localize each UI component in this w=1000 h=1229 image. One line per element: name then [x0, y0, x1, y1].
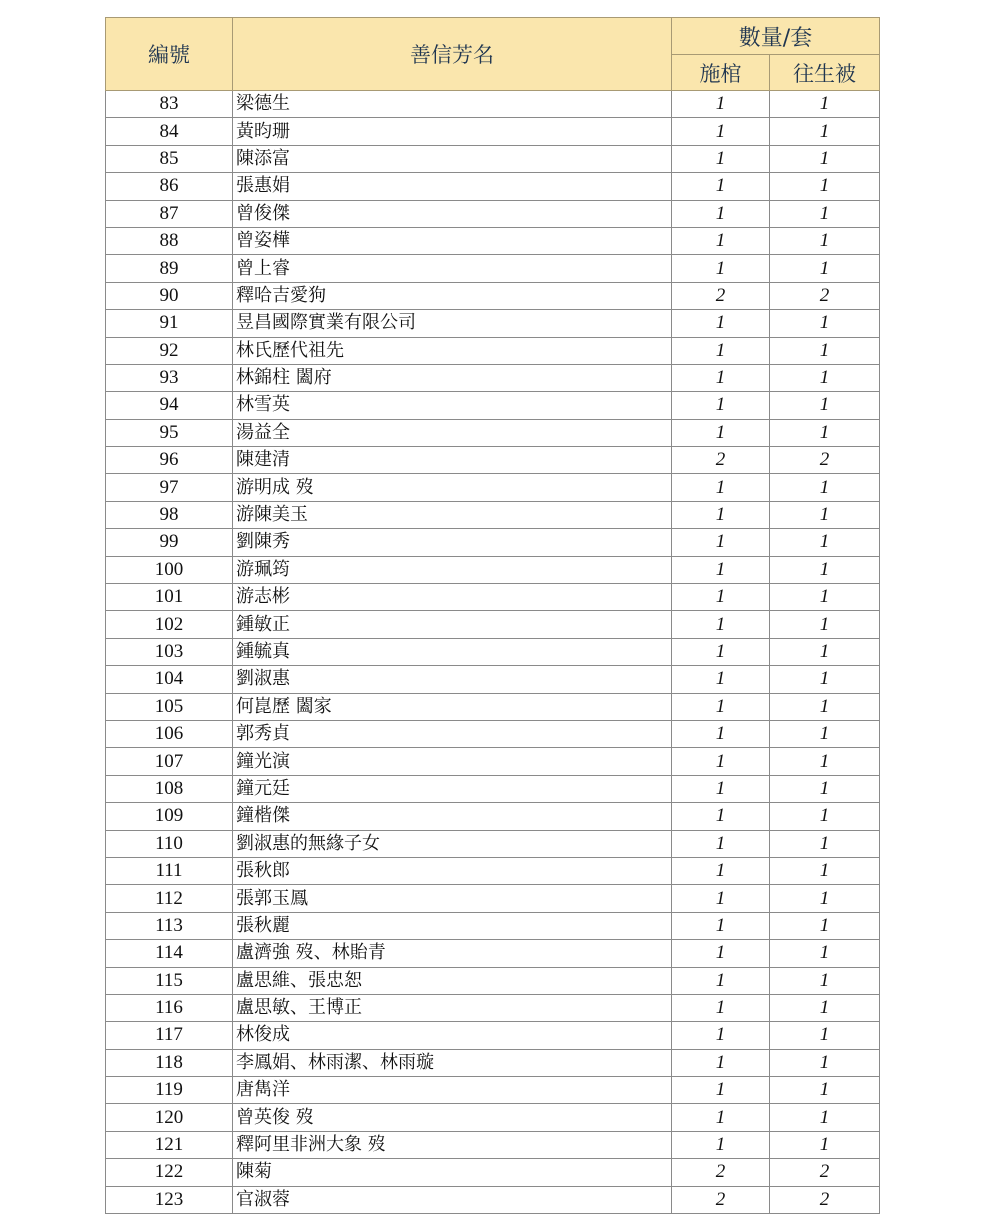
row-id: 106 — [106, 720, 233, 747]
row-coffin-qty: 1 — [672, 584, 770, 611]
row-donor-name: 林氏歷代祖先 — [233, 337, 672, 364]
table-row — [106, 556, 880, 583]
table-row — [106, 1049, 880, 1076]
row-id: 104 — [106, 666, 233, 693]
row-coffin-qty: 2 — [672, 1159, 770, 1186]
row-quilt-qty: 1 — [770, 364, 880, 391]
row-id: 115 — [106, 967, 233, 994]
row-coffin-qty: 1 — [672, 529, 770, 556]
row-coffin-qty: 1 — [672, 364, 770, 391]
row-coffin-qty: 1 — [672, 912, 770, 939]
row-donor-name: 陳菊 — [233, 1159, 672, 1186]
table-row — [106, 91, 880, 118]
row-quilt-qty: 1 — [770, 693, 880, 720]
row-donor-name: 鍾毓真 — [233, 638, 672, 665]
row-id: 92 — [106, 337, 233, 364]
row-donor-name: 曾英俊 歿 — [233, 1104, 672, 1131]
row-quilt-qty: 2 — [770, 447, 880, 474]
row-donor-name: 郭秀貞 — [233, 720, 672, 747]
table-row — [106, 118, 880, 145]
table-row — [106, 145, 880, 172]
row-coffin-qty: 1 — [672, 227, 770, 254]
row-donor-name: 釋哈吉愛狗 — [233, 282, 672, 309]
row-id: 89 — [106, 255, 233, 282]
row-donor-name: 盧濟強 歿、林貽青 — [233, 940, 672, 967]
row-coffin-qty: 1 — [672, 611, 770, 638]
row-quilt-qty: 1 — [770, 967, 880, 994]
row-coffin-qty: 1 — [672, 775, 770, 802]
row-id: 103 — [106, 638, 233, 665]
row-quilt-qty: 1 — [770, 803, 880, 830]
table-row — [106, 1159, 880, 1186]
row-donor-name: 游陳美玉 — [233, 501, 672, 528]
row-donor-name: 張秋郎 — [233, 857, 672, 884]
table-row — [106, 1186, 880, 1213]
row-donor-name: 鐘元廷 — [233, 775, 672, 802]
table-row — [106, 529, 880, 556]
row-id: 94 — [106, 392, 233, 419]
row-donor-name: 張秋麗 — [233, 912, 672, 939]
row-donor-name: 張惠娟 — [233, 173, 672, 200]
row-id: 116 — [106, 994, 233, 1021]
row-quilt-qty: 2 — [770, 282, 880, 309]
table-row — [106, 200, 880, 227]
table-row — [106, 419, 880, 446]
row-coffin-qty: 1 — [672, 967, 770, 994]
row-donor-name: 昱昌國際實業有限公司 — [233, 310, 672, 337]
table-row — [106, 173, 880, 200]
table-row — [106, 967, 880, 994]
row-quilt-qty: 1 — [770, 529, 880, 556]
row-id: 114 — [106, 940, 233, 967]
row-id: 100 — [106, 556, 233, 583]
row-id: 97 — [106, 474, 233, 501]
row-donor-name: 李鳳娟、林雨潔、林雨璇 — [233, 1049, 672, 1076]
table-row — [106, 638, 880, 665]
row-quilt-qty: 1 — [770, 118, 880, 145]
row-id: 113 — [106, 912, 233, 939]
row-donor-name: 曾俊傑 — [233, 200, 672, 227]
row-donor-name: 游志彬 — [233, 584, 672, 611]
row-coffin-qty: 1 — [672, 994, 770, 1021]
row-coffin-qty: 2 — [672, 447, 770, 474]
row-coffin-qty: 1 — [672, 830, 770, 857]
table-row — [106, 1131, 880, 1158]
row-coffin-qty: 1 — [672, 145, 770, 172]
row-quilt-qty: 1 — [770, 638, 880, 665]
row-donor-name: 曾上睿 — [233, 255, 672, 282]
table-row — [106, 227, 880, 254]
row-quilt-qty: 1 — [770, 830, 880, 857]
row-donor-name: 劉淑惠的無緣子女 — [233, 830, 672, 857]
row-id: 122 — [106, 1159, 233, 1186]
row-quilt-qty: 1 — [770, 501, 880, 528]
row-id: 96 — [106, 447, 233, 474]
table-row — [106, 282, 880, 309]
table-row — [106, 337, 880, 364]
row-id: 112 — [106, 885, 233, 912]
row-coffin-qty: 1 — [672, 1077, 770, 1104]
row-coffin-qty: 2 — [672, 1186, 770, 1213]
row-donor-name: 劉陳秀 — [233, 529, 672, 556]
row-coffin-qty: 1 — [672, 1022, 770, 1049]
row-coffin-qty: 1 — [672, 1131, 770, 1158]
row-quilt-qty: 1 — [770, 337, 880, 364]
table-row — [106, 1104, 880, 1131]
row-coffin-qty: 1 — [672, 720, 770, 747]
table-row — [106, 611, 880, 638]
row-quilt-qty: 1 — [770, 666, 880, 693]
row-coffin-qty: 1 — [672, 255, 770, 282]
row-coffin-qty: 1 — [672, 556, 770, 583]
row-donor-name: 林錦柱 闔府 — [233, 364, 672, 391]
row-quilt-qty: 2 — [770, 1159, 880, 1186]
row-quilt-qty: 1 — [770, 200, 880, 227]
row-quilt-qty: 1 — [770, 775, 880, 802]
table-row — [106, 857, 880, 884]
table-row — [106, 912, 880, 939]
row-id: 98 — [106, 501, 233, 528]
row-quilt-qty: 1 — [770, 748, 880, 775]
row-id: 102 — [106, 611, 233, 638]
row-quilt-qty: 1 — [770, 1104, 880, 1131]
row-quilt-qty: 1 — [770, 145, 880, 172]
row-id: 85 — [106, 145, 233, 172]
row-donor-name: 游明成 歿 — [233, 474, 672, 501]
row-coffin-qty: 1 — [672, 693, 770, 720]
row-quilt-qty: 1 — [770, 1049, 880, 1076]
row-quilt-qty: 1 — [770, 1131, 880, 1158]
row-coffin-qty: 1 — [672, 91, 770, 118]
row-id: 105 — [106, 693, 233, 720]
row-coffin-qty: 1 — [672, 173, 770, 200]
row-donor-name: 鐘楷傑 — [233, 803, 672, 830]
row-quilt-qty: 1 — [770, 1077, 880, 1104]
row-donor-name: 盧思維、張忠恕 — [233, 967, 672, 994]
row-coffin-qty: 1 — [672, 392, 770, 419]
row-quilt-qty: 1 — [770, 91, 880, 118]
table-row — [106, 803, 880, 830]
table-row — [106, 1022, 880, 1049]
row-donor-name: 陳添富 — [233, 145, 672, 172]
row-id: 84 — [106, 118, 233, 145]
row-id: 120 — [106, 1104, 233, 1131]
row-id: 95 — [106, 419, 233, 446]
header-id: 編號 — [106, 18, 233, 91]
table-row — [106, 693, 880, 720]
row-donor-name: 盧思敏、王博正 — [233, 994, 672, 1021]
row-coffin-qty: 1 — [672, 1049, 770, 1076]
row-quilt-qty: 1 — [770, 255, 880, 282]
table-row — [106, 748, 880, 775]
header-name: 善信芳名 — [233, 18, 672, 91]
header-coffin: 施棺 — [672, 55, 770, 91]
row-donor-name: 梁德生 — [233, 91, 672, 118]
table-row — [106, 474, 880, 501]
row-quilt-qty: 1 — [770, 885, 880, 912]
row-quilt-qty: 1 — [770, 474, 880, 501]
row-donor-name: 游珮筠 — [233, 556, 672, 583]
table-row — [106, 830, 880, 857]
row-coffin-qty: 1 — [672, 501, 770, 528]
row-donor-name: 林雪英 — [233, 392, 672, 419]
row-id: 88 — [106, 227, 233, 254]
table-header — [106, 18, 880, 91]
row-coffin-qty: 1 — [672, 419, 770, 446]
row-coffin-qty: 1 — [672, 200, 770, 227]
row-id: 109 — [106, 803, 233, 830]
table-row — [106, 447, 880, 474]
row-coffin-qty: 1 — [672, 748, 770, 775]
row-id: 83 — [106, 91, 233, 118]
row-quilt-qty: 1 — [770, 584, 880, 611]
row-id: 87 — [106, 200, 233, 227]
row-id: 118 — [106, 1049, 233, 1076]
table-row — [106, 940, 880, 967]
row-quilt-qty: 1 — [770, 994, 880, 1021]
row-id: 108 — [106, 775, 233, 802]
row-id: 99 — [106, 529, 233, 556]
row-id: 93 — [106, 364, 233, 391]
row-id: 107 — [106, 748, 233, 775]
row-donor-name: 曾姿樺 — [233, 227, 672, 254]
table-row — [106, 584, 880, 611]
row-quilt-qty: 1 — [770, 173, 880, 200]
row-donor-name: 劉淑惠 — [233, 666, 672, 693]
row-donor-name: 湯益全 — [233, 419, 672, 446]
table-row — [106, 501, 880, 528]
row-quilt-qty: 1 — [770, 227, 880, 254]
row-quilt-qty: 1 — [770, 419, 880, 446]
row-quilt-qty: 1 — [770, 940, 880, 967]
row-coffin-qty: 1 — [672, 803, 770, 830]
row-quilt-qty: 1 — [770, 310, 880, 337]
row-id: 101 — [106, 584, 233, 611]
row-id: 91 — [106, 310, 233, 337]
row-donor-name: 何崑歷 闔家 — [233, 693, 672, 720]
row-donor-name: 黃昀珊 — [233, 118, 672, 145]
row-donor-name: 鐘光演 — [233, 748, 672, 775]
row-id: 117 — [106, 1022, 233, 1049]
row-coffin-qty: 1 — [672, 337, 770, 364]
table-row — [106, 310, 880, 337]
row-quilt-qty: 1 — [770, 392, 880, 419]
row-coffin-qty: 1 — [672, 310, 770, 337]
row-coffin-qty: 1 — [672, 118, 770, 145]
row-quilt-qty: 1 — [770, 912, 880, 939]
table-row — [106, 1077, 880, 1104]
table-row — [106, 666, 880, 693]
donor-table — [105, 17, 880, 1214]
row-donor-name: 官淑蓉 — [233, 1186, 672, 1213]
table-row — [106, 775, 880, 802]
table-row — [106, 255, 880, 282]
row-coffin-qty: 2 — [672, 282, 770, 309]
row-coffin-qty: 1 — [672, 885, 770, 912]
row-quilt-qty: 1 — [770, 857, 880, 884]
table-body — [106, 91, 880, 1214]
row-donor-name: 林俊成 — [233, 1022, 672, 1049]
row-coffin-qty: 1 — [672, 638, 770, 665]
table-row — [106, 364, 880, 391]
row-donor-name: 鍾敏正 — [233, 611, 672, 638]
row-quilt-qty: 1 — [770, 611, 880, 638]
header-quilt: 往生被 — [770, 55, 880, 91]
row-id: 110 — [106, 830, 233, 857]
row-quilt-qty: 2 — [770, 1186, 880, 1213]
row-donor-name: 釋阿里非洲大象 歿 — [233, 1131, 672, 1158]
row-id: 119 — [106, 1077, 233, 1104]
row-id: 123 — [106, 1186, 233, 1213]
row-donor-name: 唐雋洋 — [233, 1077, 672, 1104]
row-id: 111 — [106, 857, 233, 884]
table-row — [106, 994, 880, 1021]
row-id: 86 — [106, 173, 233, 200]
row-quilt-qty: 1 — [770, 1022, 880, 1049]
row-quilt-qty: 1 — [770, 556, 880, 583]
header-quantity-group: 數量/套 — [672, 18, 880, 55]
row-coffin-qty: 1 — [672, 857, 770, 884]
table-row — [106, 720, 880, 747]
table-row — [106, 885, 880, 912]
row-coffin-qty: 1 — [672, 1104, 770, 1131]
row-donor-name: 陳建清 — [233, 447, 672, 474]
row-coffin-qty: 1 — [672, 666, 770, 693]
table-row — [106, 392, 880, 419]
row-quilt-qty: 1 — [770, 720, 880, 747]
row-coffin-qty: 1 — [672, 940, 770, 967]
row-coffin-qty: 1 — [672, 474, 770, 501]
row-donor-name: 張郭玉鳳 — [233, 885, 672, 912]
row-id: 121 — [106, 1131, 233, 1158]
row-id: 90 — [106, 282, 233, 309]
